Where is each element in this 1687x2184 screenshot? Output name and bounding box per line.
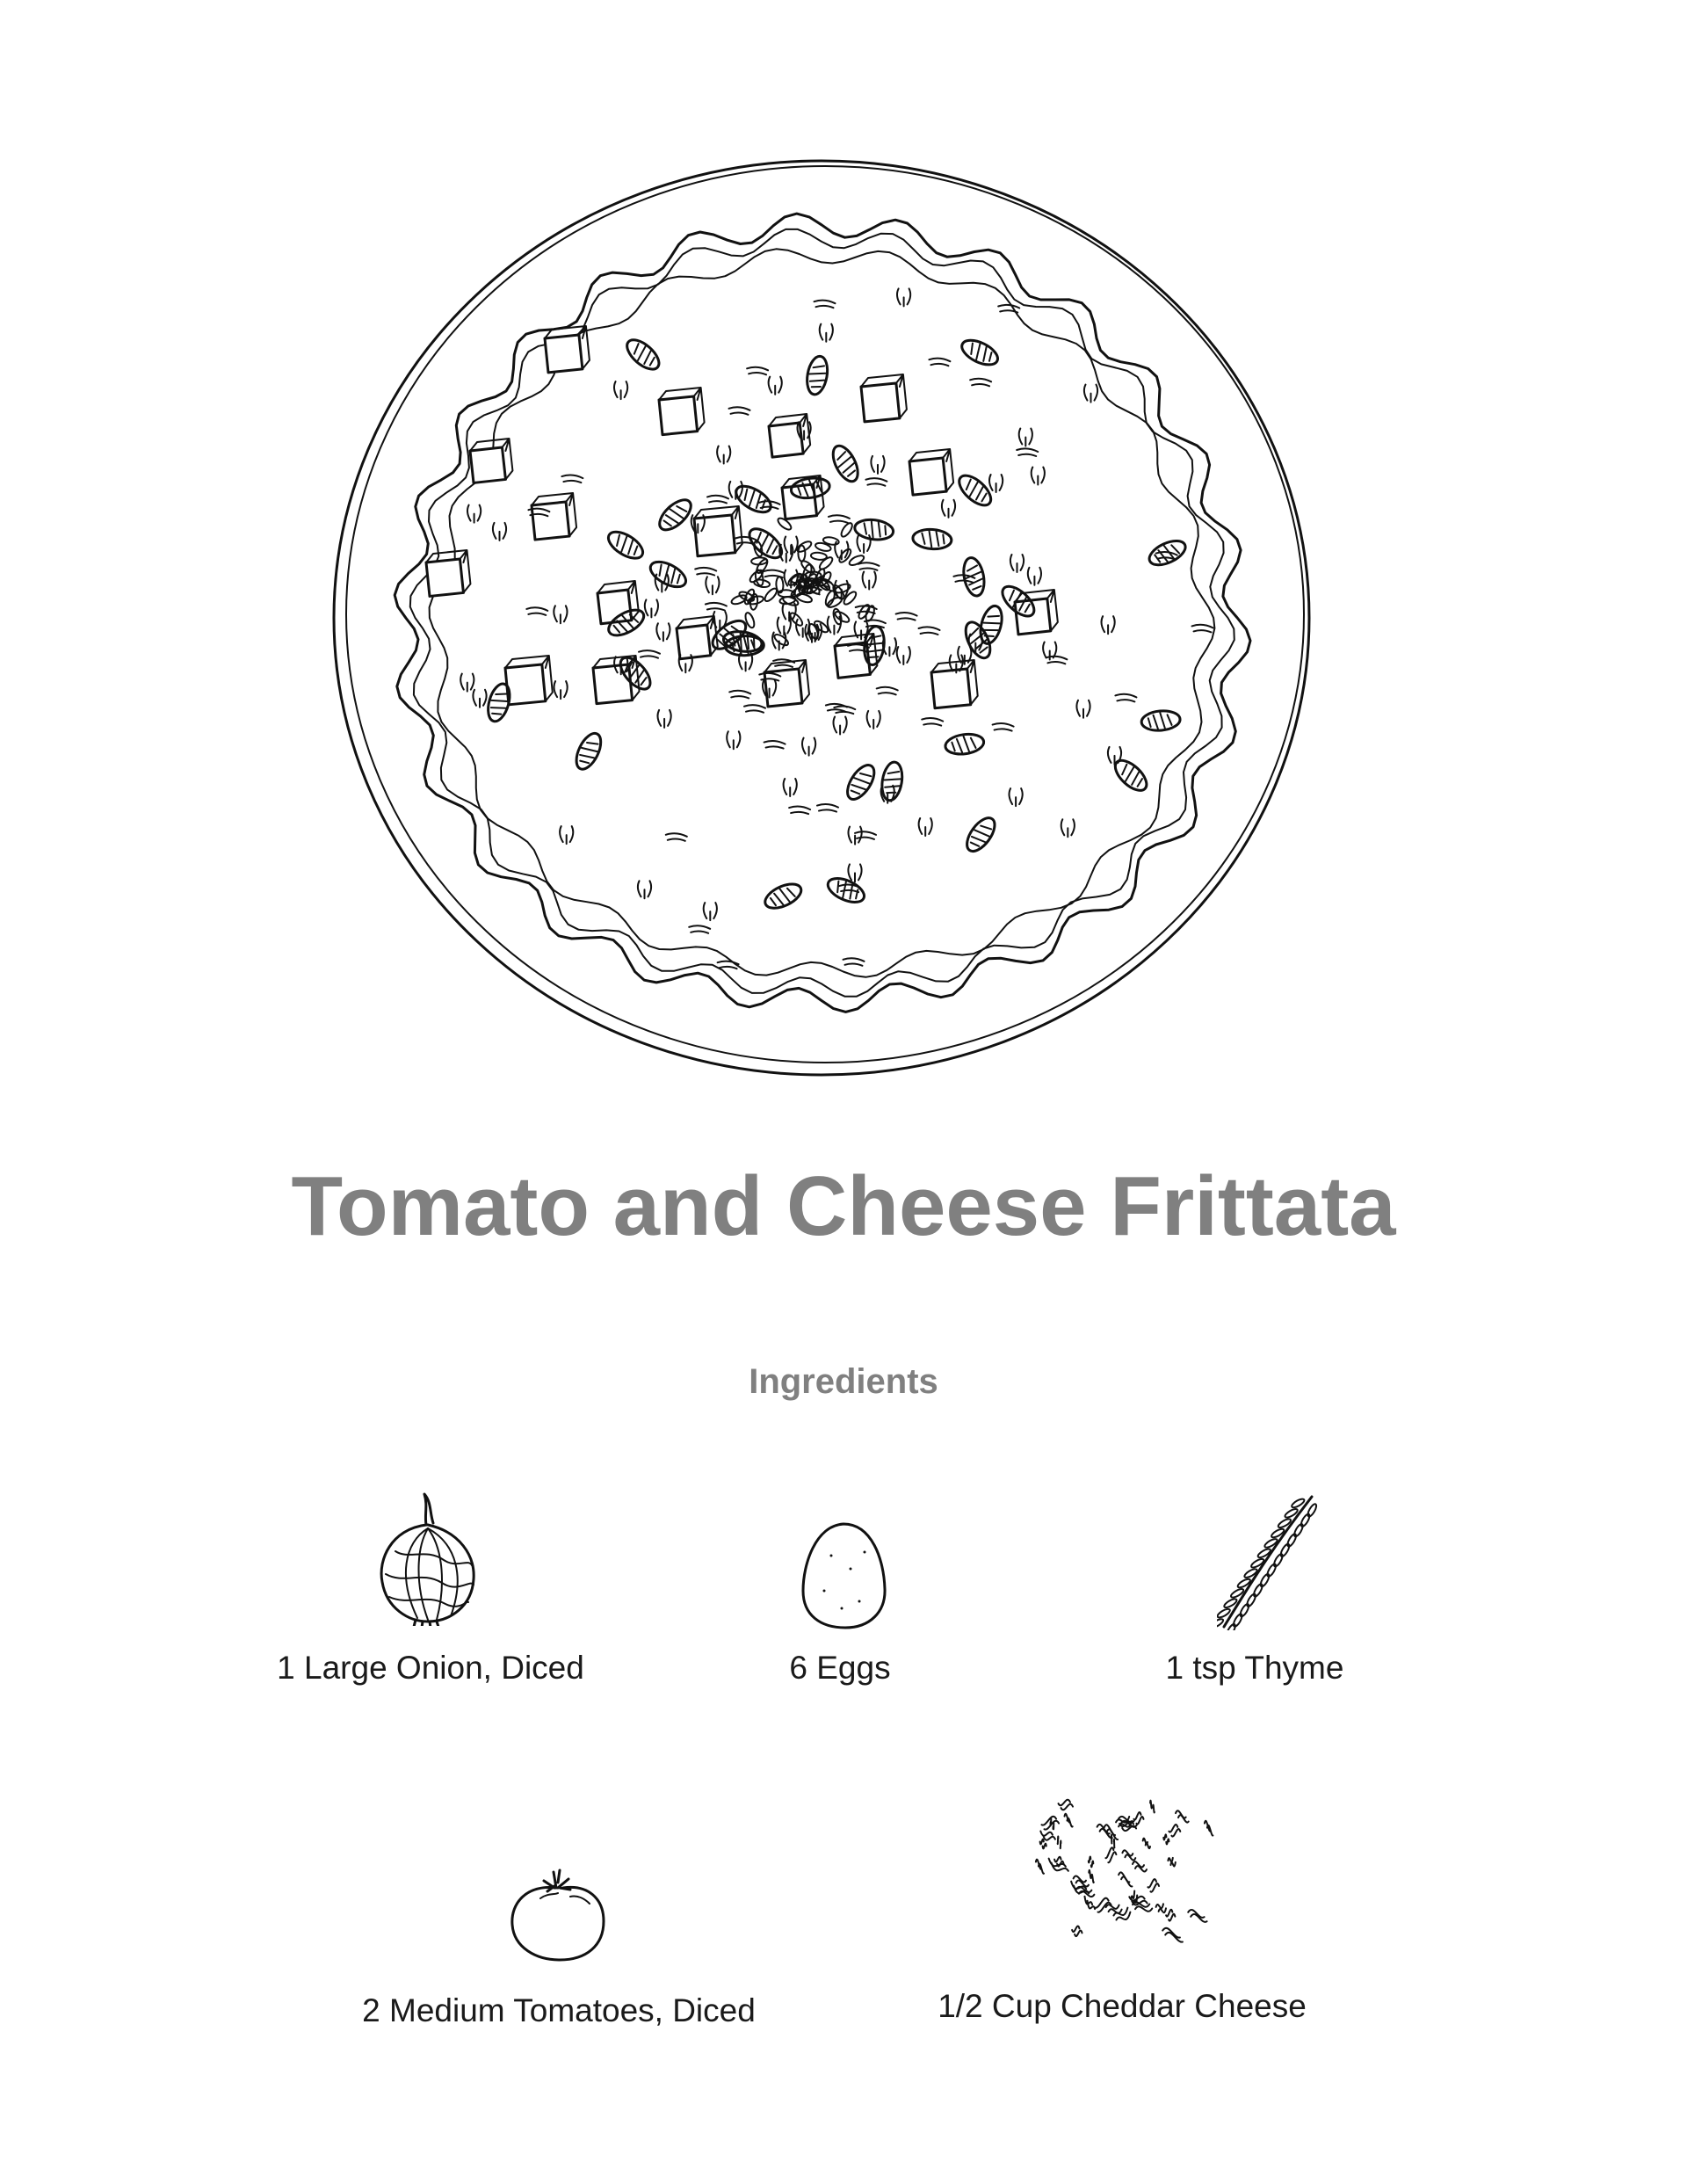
ingredient-label-eggs: 6 Eggs [789,1650,891,1686]
ingredient-label-cheese: 1/2 Cup Cheddar Cheese [938,1988,1307,2024]
egg-icon [798,1520,890,1630]
thyme-icon [1217,1490,1318,1630]
ingredient-label-tomatoes: 2 Medium Tomatoes, Diced [362,1992,756,2028]
ingredient-label-thyme: 1 tsp Thyme [1165,1650,1344,1686]
onion-icon [373,1490,483,1626]
shredded-cheese-icon [1015,1784,1234,1951]
recipe-title: Tomato and Cheese Frittata [291,1159,1396,1253]
ingredients-heading: Ingredients [749,1362,938,1401]
ingredient-label-onion: 1 Large Onion, Diced [277,1650,584,1686]
tomato-icon [505,1863,611,1964]
frittata-icon [325,154,1318,1085]
